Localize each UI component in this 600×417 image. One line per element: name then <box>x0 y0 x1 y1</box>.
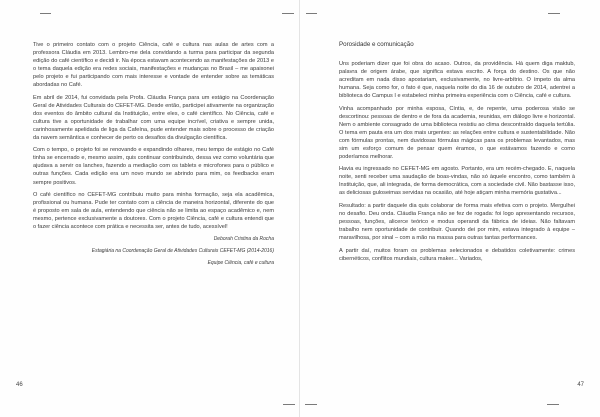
left-paragraph-4: O café científico no CEFET-MG contribuiu muito para minha formação, seja ela acadêmica, profissional ou humana. Pude ter contato com a ciência de maneira horizontal, diferente do que é proposto em sala de aula, entendendo que ciência não se limita ao espaço acadêmico e, nem mesmo, pertence exclusivamente a doutores. Com o projeto Ciência, café e cultura entendi que o fazer ciência acontece com prática e necessita ser, antes de tudo, acessível! <box>33 191 274 231</box>
crop-mark-top-center-right <box>306 13 317 14</box>
page-number-left: 46 <box>16 382 23 388</box>
signature-name: Deborah Cristina da Rocha <box>213 235 274 242</box>
right-paragraph-4: Resultado: a partir daquele dia quis colaborar de forma mais efetiva com o projeto. Mergulhei no desafio. Deu onda. Cláudia França não se fez de rogada: foi logo apresentando recursos, pessoas, funções, alicerce teórico e modus operandi da fábrica de ideias. Não faltavam trabalho nem oportunidade de contribuir. Quando dei por mim, estava integrado à equipe – maravilhosa, por sinal – com a mão na massa para outras tantas performances. <box>339 202 575 242</box>
signature-role: Estagiária na Coordenação Geral de Atividades Culturais CEFET-MG (2014-2016) <box>91 247 274 254</box>
crop-mark-top-center-left <box>282 13 294 14</box>
left-text-column <box>33 41 274 272</box>
right-paragraph-5: A partir daí, muitos foram os problemas selecionados e debatidos coletivamente: crimes cibernéticos, conflitos mundiais, cultura maker... Variados, <box>339 247 575 262</box>
signature-team: Equipe Ciência, café e cultura <box>207 259 274 266</box>
crop-mark-top-right <box>548 13 560 14</box>
right-page <box>300 0 600 417</box>
left-paragraph-1: Tive o primeiro contato com o projeto Ciência, café e cultura nas aulas de artes com a professora Cláudia em 2013. Lembro-me dela convidando a turma para participar da segunda edição do café científico e decidi ir. Na época estavam acontecendo as manifestações de 2013 e o tema daquela edição era redes sociais, manifestações e mudanças no Brasil – me apaixonei pelo projeto e fui participando com mais interesse e vontade de entender sobre as temáticas abordadas no Café. <box>33 42 274 89</box>
section-heading: Porosidade e comunicação <box>339 41 414 48</box>
crop-mark-bottom-center-left <box>283 404 295 405</box>
crop-mark-bottom-right <box>547 404 559 405</box>
right-paragraph-3: Havia eu ingressado no CEFET-MG em agosto. Portanto, era um recém-chegado. E, naquela noite, senti receber uma saudação de boas-vindas, não só àquele encontro, como também à Instituição, que, ali integrada, de forma democrática, com a sociedade civil. Não bastasse isso, as deliciosas guloseimas servidas na ocasião, até hoje atiçam minha memória gustativa... <box>339 166 575 197</box>
crop-mark-top-left <box>40 13 51 14</box>
right-paragraph-1: Uns poderiam dizer que foi obra do acaso. Outros, da providência. Há quem diga maktub, palavra de origem árabe, que significa estava escrito. A força do destino. Os que não acreditam em nada disso apostariam, exclusivamente, no livre-arbítrio. O ímpeto da alma humana. Seja como for, o fato é que, naquela noite do dia 16 de outubro de 2014, adentrei a biblioteca do Campus I e estabeleci minha primeira experiência com o Ciência, café e cultura. <box>339 61 575 100</box>
crop-mark-bottom-center-right <box>305 404 317 405</box>
left-paragraph-2: Em abril de 2014, fui convidada pela Profa. Cláudia França para um estágio na Coordenação Geral de Atividades Culturais do CEFET-MG. Desde então, participei ativamente na organização dos eventos do âmbito cultural da Instituição, entre eles, o café científico. No Ciência, café e cultura tive a oportunidade de trabalhar com uma equipe incrível, criativa e sempre unida, carinhosamente apelidada de liga da Cafeína, pude entender mais sobre o processo de criação da navem semântica e conhecer de perto os desafios da divulgação científica. <box>33 94 274 141</box>
page-number-right: 47 <box>577 382 584 388</box>
left-paragraph-3: Com o tempo, o projeto foi se renovando e expandindo olhares, meu tempo de estágio no Café tinha se encerrado e, mesmo assim, quis continuar contribuindo, dessa vez como voluntária que ajudava a servir os lanches, fazendo a mediação com os tablets e microfones para o público e outras funções. Cada edição era um novo mundo se abrindo para mim, os feedbacks eram sempre positivos. <box>33 147 274 186</box>
right-paragraph-2: Vinha acompanhado por minha esposa, Cíntia, e, de repente, uma poderosa visão se descortinou: pessoas de dentro e de fora da academia, reunidas, em diálogo livre e horizontal. Nem o ambiente consagrado de uma biblioteca resistiu ao clima descontraído daquela tertúlia. O tema em pauta era um dos mais urgentes: as relações entre cultura e sustentabilidade. Não com fórmulas prontas, nem duvidosas fórmulas mágicas para os problemas levantados, mas sim um esforço comum de pensar quem éramos, o que estávamos fazendo e como poderíamos melhorar. <box>339 105 575 160</box>
right-text-column <box>339 41 575 267</box>
